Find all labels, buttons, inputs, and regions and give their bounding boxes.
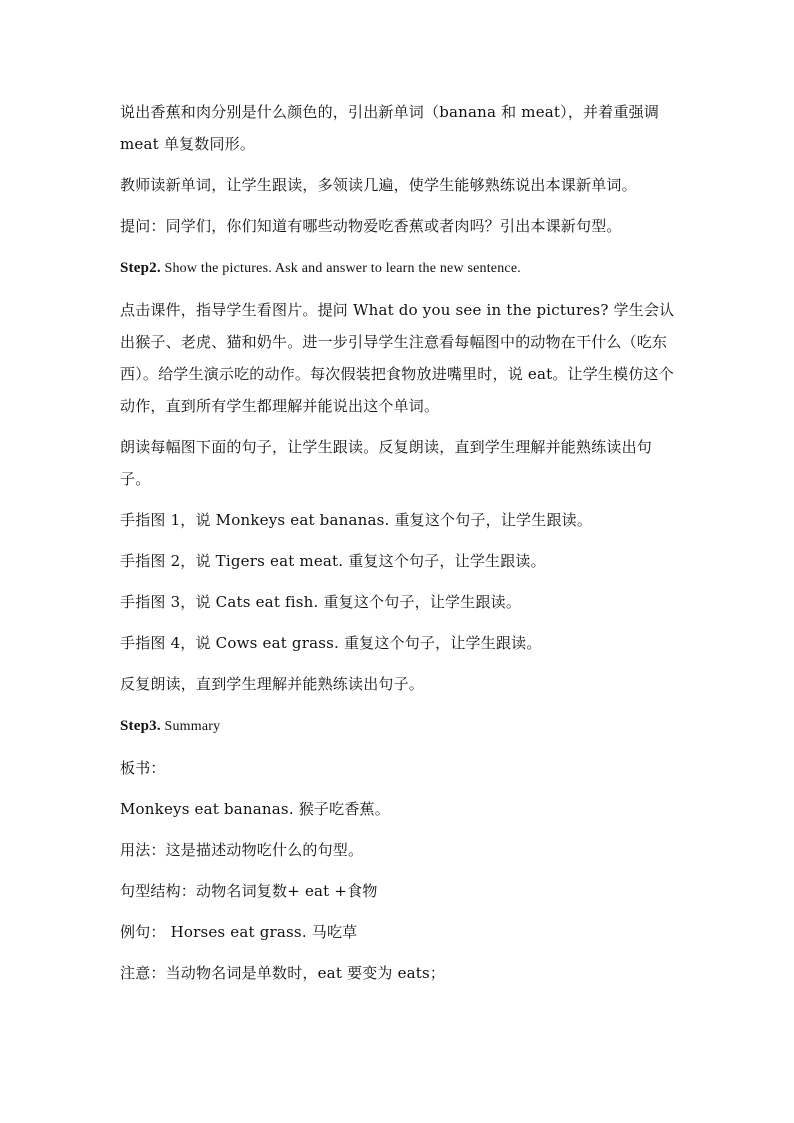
step2-label: Step2. [120,260,161,276]
step3-label: Step3. [120,718,161,734]
paragraph-example-monkeys: Monkeys eat bananas. 猴子吃香蕉。 [120,800,390,818]
step3-title: Summary [160,719,221,734]
paragraph-read-sentences: 朗读每幅图下面的句子，让学生跟读。反复朗读，直到学生理解并能熟练读出句子。 [120,438,653,488]
paragraph-read-new-words: 教师读新单词，让学生跟读，多领读几遍，使学生能够熟练说出本课新单词。 [120,176,637,194]
paragraph-picture-4: 手指图 4，说 Cows eat grass. 重复这个句子，让学生跟读。 [120,634,542,652]
step2-heading-line [120,251,676,285]
paragraph-usage: 用法：这是描述动物吃什么的句型。 [120,841,364,859]
paragraph-picture-2: 手指图 2，说 Tigers eat meat. 重复这个句子，让学生跟读。 [120,552,546,570]
paragraph-show-pictures: 点击课件，指导学生看图片。提问 What do you see in the pictures? 学生会认出猴子、老虎、猫和奶牛。进一步引导学生注意看每幅图中的动物在干什么（吃东西）。给学生演示吃的动作。每次假装把食物放进嘴里时，说 eat。让学生模仿这个动作，直到所有学生都理解并能说出这个单词。 [120,301,675,415]
step2-title: Show the pictures. Ask and answer to learn the new sentence. [160,261,521,276]
paragraph-note: 注意：当动物名词是单数时，eat 要变为 eats； [120,964,446,982]
paragraph-repeat-reading: 反复朗读，直到学生理解并能熟练读出句子。 [120,675,425,693]
paragraph-picture-3: 手指图 3，说 Cats eat fish. 重复这个句子，让学生跟读。 [120,593,522,611]
paragraph-new-words-color: 说出香蕉和肉分别是什么颜色的，引出新单词（banana 和 meat），并着重强调 meat 单复数同形。 [120,103,660,153]
paragraph-picture-1: 手指图 1，说 Monkeys eat bananas. 重复这个句子，让学生跟读。 [120,511,593,529]
step3-heading-line [120,709,676,743]
paragraph-example-horses: 例句： Horses eat grass. 马吃草 [120,923,358,941]
paragraph-structure: 句型结构：动物名词复数+ eat +食物 [120,882,378,900]
paragraph-question-animals: 提问：同学们，你们知道有哪些动物爱吃香蕉或者肉吗？引出本课新句型。 [120,217,622,235]
document-body [120,96,676,989]
paragraph-blackboard: 板书： [120,759,166,777]
